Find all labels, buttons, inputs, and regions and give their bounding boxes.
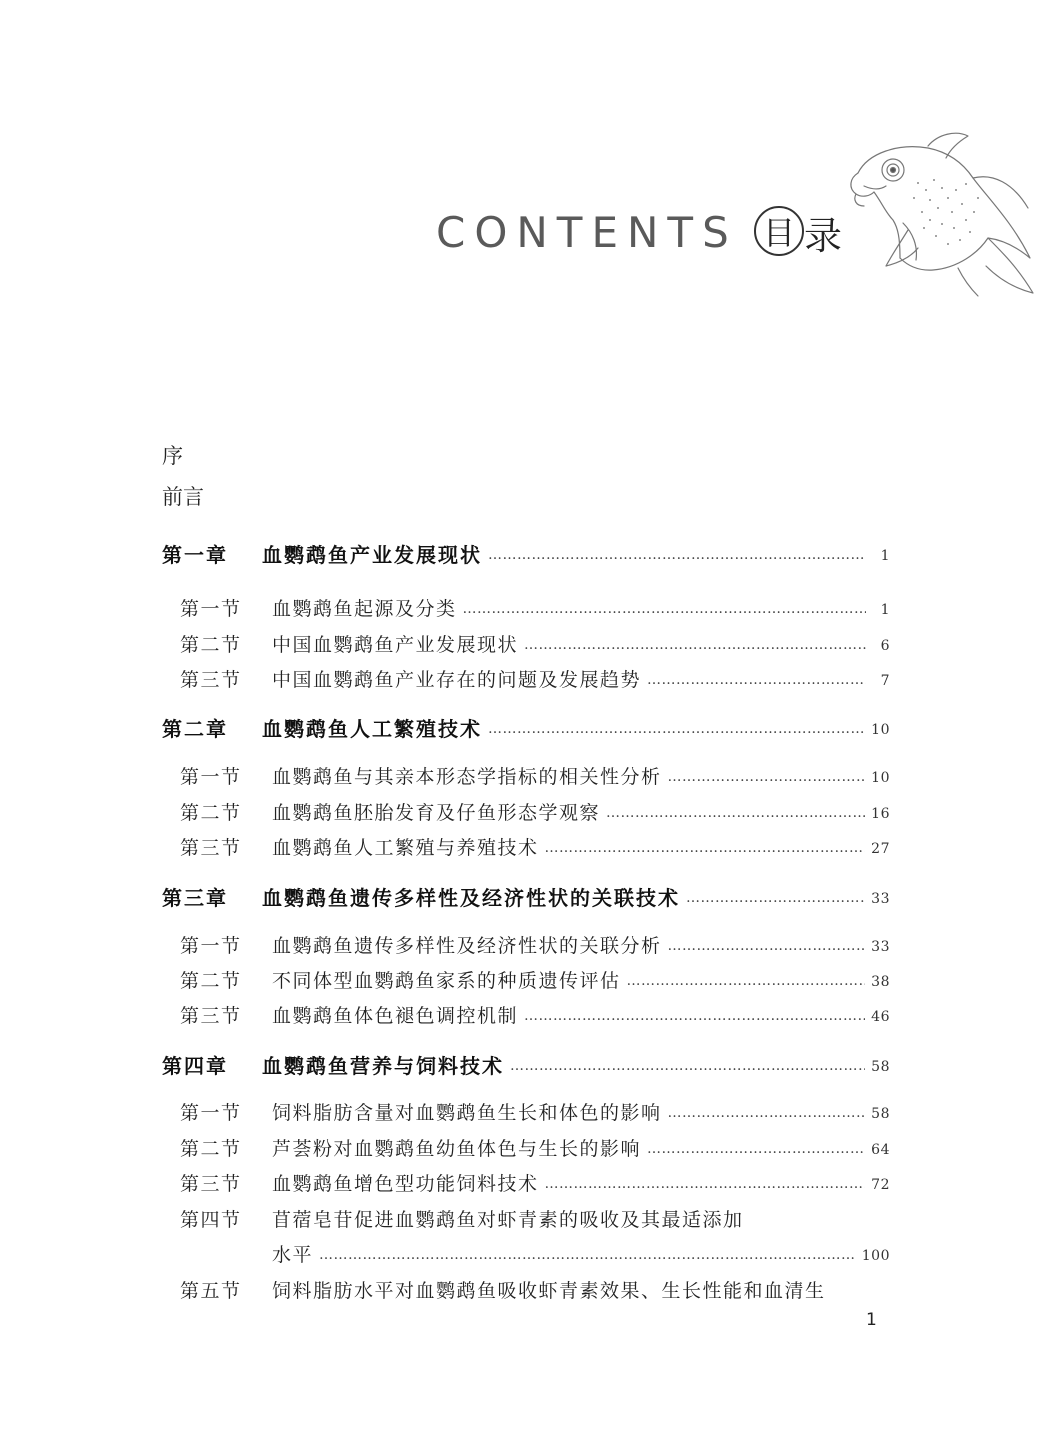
dot-leader [524, 1003, 865, 1025]
front-matter-foreword: 前言 [162, 485, 204, 509]
toc-entry-title: 水平 [272, 1243, 314, 1266]
toc-entry-label: 第四节 [180, 1208, 242, 1231]
toc-entry-continuation[interactable] [272, 1238, 890, 1268]
toc-entry-page: 6 [880, 638, 890, 654]
toc-section-entry[interactable] [180, 929, 890, 959]
toc-chapter-entry[interactable] [162, 881, 890, 911]
toc-entry-title: 血鹦鹉鱼人工繁殖技术 [262, 716, 482, 741]
toc-entry-title: 血鹦鹉鱼增色型功能饲料技术 [272, 1172, 539, 1195]
toc-entry-title: 血鹦鹉鱼起源及分类 [272, 597, 457, 620]
dot-leader [545, 835, 866, 857]
dot-leader [463, 596, 866, 618]
toc-entry-page: 16 [871, 806, 890, 822]
toc-section-entry[interactable] [180, 964, 890, 994]
dot-leader [319, 1242, 856, 1264]
toc-entry-page: 1 [880, 602, 890, 618]
toc-chapter-entry[interactable] [162, 712, 890, 742]
toc-section-entry[interactable] [180, 1203, 890, 1233]
toc-entry-label: 第二节 [180, 633, 242, 656]
contents-heading: CONTENTS [436, 208, 738, 257]
toc-entry-title: 饲料脂肪水平对血鹦鹉鱼吸收虾青素效果、生长性能和血清生 [272, 1279, 826, 1302]
dot-leader [647, 667, 866, 689]
toc-chapter-entry[interactable] [162, 1049, 890, 1079]
toc-entry-page: 58 [871, 1106, 890, 1122]
toc-entry-title: 苜蓿皂苷促进血鹦鹉鱼对虾青素的吸收及其最适添加 [272, 1208, 744, 1231]
toc-entry-title: 中国血鹦鹉鱼产业发展现状 [272, 633, 519, 656]
dot-leader [668, 933, 866, 955]
dot-leader [488, 542, 866, 564]
toc-entry-label: 第二章 [162, 716, 228, 741]
page-number: 1 [866, 1310, 877, 1330]
toc-entry-page: 100 [861, 1248, 890, 1264]
toc-entry-label: 第四章 [162, 1053, 228, 1078]
toc-entry-title: 血鹦鹉鱼遗传多样性及经济性状的关联分析 [272, 934, 662, 957]
toc-section-entry[interactable] [180, 592, 890, 622]
toc-entry-title: 血鹦鹉鱼胚胎发育及仔鱼形态学观察 [272, 801, 601, 824]
toc-entry-label: 第一章 [162, 542, 228, 567]
toc-entry-page: 58 [871, 1059, 890, 1075]
toc-chapter-entry[interactable] [162, 538, 890, 568]
toc-section-entry[interactable] [180, 760, 890, 790]
toc-section-entry[interactable] [180, 1167, 890, 1197]
toc-entry-title: 中国血鹦鹉鱼产业存在的问题及发展趋势 [272, 668, 642, 691]
dot-leader [488, 716, 865, 738]
toc-entry-label: 第一节 [180, 934, 242, 957]
toc-entry-title: 不同体型血鹦鹉鱼家系的种质遗传评估 [272, 969, 621, 992]
toc-entry-label: 第二节 [180, 1137, 242, 1160]
dot-leader [668, 764, 866, 786]
toc-entry-label: 第二节 [180, 969, 242, 992]
dot-leader [647, 1136, 865, 1158]
toc-section-entry[interactable] [180, 1132, 890, 1162]
toc-section-entry[interactable] [180, 831, 890, 861]
toc-entry-page: 33 [871, 891, 890, 907]
toc-entry-page: 64 [871, 1142, 890, 1158]
toc-entry-page: 1 [880, 548, 890, 564]
toc-entry-title: 血鹦鹉鱼产业发展现状 [262, 542, 482, 567]
toc-entry-page: 72 [871, 1177, 890, 1193]
toc-entry-label: 第五节 [180, 1279, 242, 1302]
toc-entry-label: 第三章 [162, 885, 228, 910]
dot-leader [627, 968, 866, 990]
toc-entry-page: 46 [871, 1009, 890, 1025]
toc-entry-page: 33 [871, 939, 890, 955]
toc-entry-label: 第二节 [180, 801, 242, 824]
toc-section-entry[interactable] [180, 1274, 890, 1304]
dot-leader [668, 1100, 866, 1122]
toc-entry-title: 血鹦鹉鱼体色褪色调控机制 [272, 1004, 519, 1027]
dot-leader [606, 800, 865, 822]
toc-entry-title: 血鹦鹉鱼人工繁殖与养殖技术 [272, 836, 539, 859]
toc-entry-title: 血鹦鹉鱼营养与饲料技术 [262, 1053, 504, 1078]
toc-entry-page: 38 [871, 974, 890, 990]
toc-entry-label: 第三节 [180, 1172, 242, 1195]
toc-section-entry[interactable] [180, 999, 890, 1029]
toc-entry-title: 血鹦鹉鱼与其亲本形态学指标的相关性分析 [272, 765, 662, 788]
dot-leader [524, 632, 866, 654]
toc-entry-title: 血鹦鹉鱼遗传多样性及经济性状的关联技术 [262, 885, 680, 910]
toc-entry-label: 第一节 [180, 1101, 242, 1124]
toc-entry-title: 饲料脂肪含量对血鹦鹉鱼生长和体色的影响 [272, 1101, 662, 1124]
toc-entry-title: 芦荟粉对血鹦鹉鱼幼鱼体色与生长的影响 [272, 1137, 642, 1160]
dot-leader [686, 885, 865, 907]
front-matter-preface: 序 [162, 444, 183, 468]
toc-entry-label: 第三节 [180, 836, 242, 859]
mu-circle-glyph: 目 [754, 206, 804, 256]
dot-leader [545, 1171, 866, 1193]
toc-entry-page: 7 [880, 673, 890, 689]
toc-entry-page: 10 [871, 722, 890, 738]
toc-entry-label: 第一节 [180, 597, 242, 620]
toc-section-entry[interactable] [180, 663, 890, 693]
toc-section-entry[interactable] [180, 1096, 890, 1126]
toc-entry-label: 第三节 [180, 1004, 242, 1027]
toc-section-entry[interactable] [180, 628, 890, 658]
toc-entry-page: 27 [871, 841, 890, 857]
lu-glyph: 录 [804, 214, 843, 258]
toc-entry-page: 10 [871, 770, 890, 786]
toc-section-entry[interactable] [180, 796, 890, 826]
toc-entry-label: 第三节 [180, 668, 242, 691]
dot-leader [510, 1053, 865, 1075]
toc-entry-label: 第一节 [180, 765, 242, 788]
